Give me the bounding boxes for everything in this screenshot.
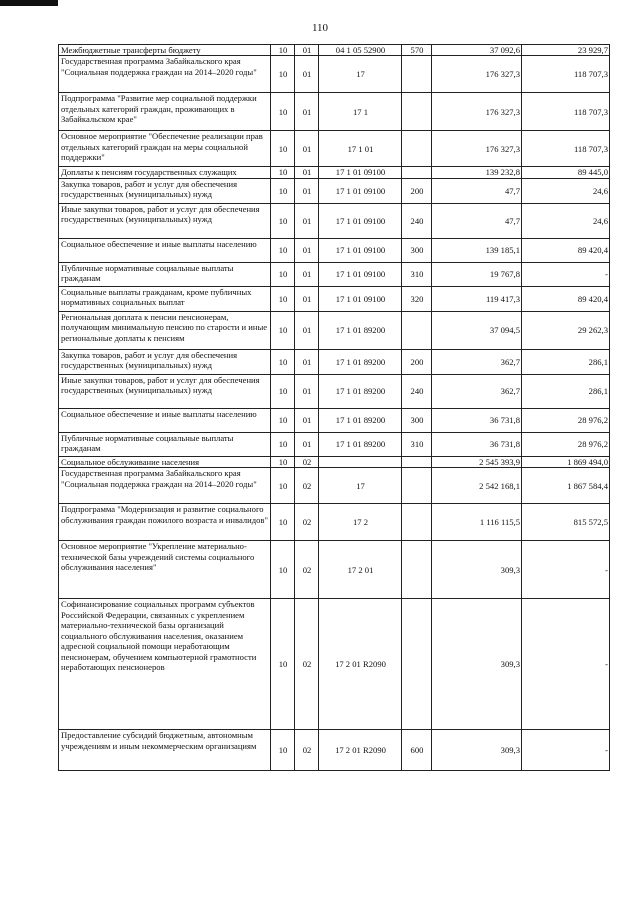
table-row <box>59 408 610 432</box>
target-article-code: 17 1 01 89200 <box>319 408 402 432</box>
subsection-code: 01 <box>295 374 319 408</box>
row-name: Подпрограмма "Развитие мер социальной поддержки отдельных категорий граждан, проживающих в Забайкальском крае" <box>59 93 271 131</box>
target-article-code: 17 1 01 09100 <box>319 167 402 178</box>
subsection-code: 01 <box>295 311 319 349</box>
row-name: Социальное обслуживание населения <box>59 456 271 467</box>
section-code: 10 <box>271 599 295 730</box>
section-code: 10 <box>271 456 295 467</box>
amount-year-1: 176 327,3 <box>432 56 522 93</box>
subsection-code: 02 <box>295 730 319 771</box>
amount-year-2: 89 445,0 <box>522 167 610 178</box>
table-row <box>59 349 610 374</box>
expense-type-code <box>402 541 432 599</box>
table-row <box>59 93 610 131</box>
target-article-code: 17 1 01 89200 <box>319 374 402 408</box>
section-code: 10 <box>271 541 295 599</box>
amount-year-2: 28 976,2 <box>522 432 610 456</box>
row-name: Публичные нормативные социальные выплаты гражданам <box>59 262 271 286</box>
target-article-code: 17 1 01 89200 <box>319 349 402 374</box>
amount-year-2: 118 707,3 <box>522 131 610 167</box>
subsection-code: 01 <box>295 432 319 456</box>
target-article-code: 17 1 01 09100 <box>319 262 402 286</box>
table-row <box>59 203 610 238</box>
table-row <box>59 178 610 203</box>
subsection-code: 02 <box>295 468 319 504</box>
amount-year-1: 47,7 <box>432 178 522 203</box>
amount-year-1: 119 417,3 <box>432 286 522 311</box>
row-name: Публичные нормативные социальные выплаты гражданам <box>59 432 271 456</box>
amount-year-2: 29 262,3 <box>522 311 610 349</box>
subsection-code: 01 <box>295 93 319 131</box>
subsection-code: 01 <box>295 178 319 203</box>
row-name: Социальное обеспечение и иные выплаты населению <box>59 238 271 262</box>
amount-year-2: 28 976,2 <box>522 408 610 432</box>
table-row <box>59 541 610 599</box>
row-name: Закупка товаров, работ и услуг для обеспечения государственных (муниципальных) нужд <box>59 349 271 374</box>
table-row <box>59 311 610 349</box>
table-row <box>59 456 610 467</box>
table-row <box>59 504 610 541</box>
expense-type-code <box>402 468 432 504</box>
target-article-code: 17 1 01 09100 <box>319 238 402 262</box>
target-article-code: 17 2 01 <box>319 541 402 599</box>
table-row <box>59 262 610 286</box>
expense-type-code: 320 <box>402 286 432 311</box>
subsection-code: 02 <box>295 599 319 730</box>
amount-year-1: 1 116 115,5 <box>432 504 522 541</box>
subsection-code: 01 <box>295 56 319 93</box>
section-code: 10 <box>271 286 295 311</box>
subsection-code: 01 <box>295 286 319 311</box>
amount-year-1: 139 185,1 <box>432 238 522 262</box>
target-article-code: 17 1 01 09100 <box>319 203 402 238</box>
subsection-code: 02 <box>295 456 319 467</box>
table-row <box>59 167 610 178</box>
amount-year-2: - <box>522 599 610 730</box>
row-name: Закупка товаров, работ и услуг для обеспечения государственных (муниципальных) нужд <box>59 178 271 203</box>
table-row <box>59 286 610 311</box>
amount-year-1: 36 731,8 <box>432 408 522 432</box>
target-article-code: 17 1 01 09100 <box>319 286 402 311</box>
table-row <box>59 238 610 262</box>
row-name: Иные закупки товаров, работ и услуг для обеспечения государственных (муниципальных) нужд <box>59 374 271 408</box>
expense-type-code <box>402 599 432 730</box>
expense-type-code: 200 <box>402 178 432 203</box>
section-code: 10 <box>271 131 295 167</box>
target-article-code: 17 2 01 R2090 <box>319 599 402 730</box>
expense-type-code <box>402 504 432 541</box>
table-row <box>59 468 610 504</box>
section-code: 10 <box>271 408 295 432</box>
amount-year-1: 139 232,8 <box>432 167 522 178</box>
amount-year-2: 118 707,3 <box>522 56 610 93</box>
expense-type-code: 310 <box>402 432 432 456</box>
section-code: 10 <box>271 468 295 504</box>
section-code: 10 <box>271 311 295 349</box>
row-name: Предоставление субсидий бюджетным, автономным учреждениям и иным некоммерческим организациям <box>59 730 271 771</box>
table-row <box>59 131 610 167</box>
section-code: 10 <box>271 238 295 262</box>
budget-table <box>58 44 610 771</box>
amount-year-1: 176 327,3 <box>432 93 522 131</box>
section-code: 10 <box>271 504 295 541</box>
expense-type-code: 240 <box>402 374 432 408</box>
table-row <box>59 45 610 56</box>
amount-year-1: 37 094,5 <box>432 311 522 349</box>
expense-type-code <box>402 167 432 178</box>
table-body <box>59 45 610 771</box>
amount-year-2: - <box>522 262 610 286</box>
subsection-code: 01 <box>295 408 319 432</box>
amount-year-2: 286,1 <box>522 374 610 408</box>
amount-year-1: 37 092,6 <box>432 45 522 56</box>
amount-year-1: 176 327,3 <box>432 131 522 167</box>
section-code: 10 <box>271 56 295 93</box>
amount-year-1: 19 767,8 <box>432 262 522 286</box>
amount-year-2: 24,6 <box>522 203 610 238</box>
row-name: Государственная программа Забайкальского края "Социальная поддержка граждан на 2014–2020 годы" <box>59 56 271 93</box>
subsection-code: 01 <box>295 167 319 178</box>
target-article-code: 17 1 01 <box>319 131 402 167</box>
amount-year-1: 362,7 <box>432 374 522 408</box>
amount-year-2: 24,6 <box>522 178 610 203</box>
amount-year-1: 2 545 393,9 <box>432 456 522 467</box>
amount-year-1: 309,3 <box>432 599 522 730</box>
section-code: 10 <box>271 93 295 131</box>
amount-year-2: 1 869 494,0 <box>522 456 610 467</box>
amount-year-1: 36 731,8 <box>432 432 522 456</box>
expense-type-code <box>402 93 432 131</box>
section-code: 10 <box>271 203 295 238</box>
target-article-code: 17 <box>319 56 402 93</box>
expense-type-code: 240 <box>402 203 432 238</box>
expense-type-code <box>402 131 432 167</box>
subsection-code: 01 <box>295 349 319 374</box>
section-code: 10 <box>271 730 295 771</box>
amount-year-1: 2 542 168,1 <box>432 468 522 504</box>
page-number: 110 <box>311 22 329 34</box>
subsection-code: 02 <box>295 541 319 599</box>
expense-type-code <box>402 56 432 93</box>
expense-type-code: 300 <box>402 408 432 432</box>
expense-type-code: 600 <box>402 730 432 771</box>
amount-year-2: 118 707,3 <box>522 93 610 131</box>
target-article-code: 17 1 01 89200 <box>319 311 402 349</box>
row-name: Основное мероприятие "Укрепление материально-технической базы учреждений системы социального обслуживания населения" <box>59 541 271 599</box>
expense-type-code <box>402 311 432 349</box>
row-name: Социальное обеспечение и иные выплаты населению <box>59 408 271 432</box>
target-article-code: 04 1 05 52900 <box>319 45 402 56</box>
amount-year-2: - <box>522 730 610 771</box>
amount-year-2: 89 420,4 <box>522 286 610 311</box>
table-row <box>59 599 610 730</box>
expense-type-code: 200 <box>402 349 432 374</box>
table-row <box>59 432 610 456</box>
amount-year-1: 309,3 <box>432 730 522 771</box>
subsection-code: 01 <box>295 262 319 286</box>
target-article-code: 17 2 <box>319 504 402 541</box>
section-code: 10 <box>271 178 295 203</box>
row-name: Межбюджетные трансферты бюджету <box>59 45 271 56</box>
subsection-code: 01 <box>295 45 319 56</box>
table-row <box>59 56 610 93</box>
subsection-code: 01 <box>295 238 319 262</box>
target-article-code: 17 1 <box>319 93 402 131</box>
target-article-code <box>319 456 402 467</box>
section-code: 10 <box>271 262 295 286</box>
amount-year-2: - <box>522 541 610 599</box>
amount-year-1: 47,7 <box>432 203 522 238</box>
row-name: Социальные выплаты гражданам, кроме публичных нормативных социальных выплат <box>59 286 271 311</box>
expense-type-code: 300 <box>402 238 432 262</box>
target-article-code: 17 1 01 89200 <box>319 432 402 456</box>
amount-year-2: 89 420,4 <box>522 238 610 262</box>
expense-type-code <box>402 456 432 467</box>
section-code: 10 <box>271 45 295 56</box>
row-name: Иные закупки товаров, работ и услуг для обеспечения государственных (муниципальных) нужд <box>59 203 271 238</box>
row-name: Софинансирование социальных программ субъектов Российской Федерации, связанных с укреплением материально-технической базы организаций социального обслуживания населения, оказанием адресной социальной помощи неработающим пенсионерам, обучением компьютерной грамотности неработающих пенсионеров <box>59 599 271 730</box>
section-code: 10 <box>271 432 295 456</box>
target-article-code: 17 1 01 09100 <box>319 178 402 203</box>
expense-type-code: 570 <box>402 45 432 56</box>
row-name: Основное мероприятие "Обеспечение реализации прав отдельных категорий граждан на меры социальной поддержки" <box>59 131 271 167</box>
expense-type-code: 310 <box>402 262 432 286</box>
section-code: 10 <box>271 167 295 178</box>
row-name: Подпрограмма "Модернизация и развитие социального обслуживания граждан пожилого возраста и инвалидов" <box>59 504 271 541</box>
amount-year-2: 1 867 584,4 <box>522 468 610 504</box>
row-name: Доплаты к пенсиям государственных служащих <box>59 167 271 178</box>
target-article-code: 17 <box>319 468 402 504</box>
row-name: Региональная доплата к пенсии пенсионерам, получающим минимальную пенсию по старости и иные региональные доплаты к пенсиям <box>59 311 271 349</box>
amount-year-1: 362,7 <box>432 349 522 374</box>
amount-year-1: 309,3 <box>432 541 522 599</box>
header-bar <box>0 0 58 6</box>
subsection-code: 02 <box>295 504 319 541</box>
subsection-code: 01 <box>295 131 319 167</box>
row-name: Государственная программа Забайкальского края "Социальная поддержка граждан на 2014–2020 годы" <box>59 468 271 504</box>
amount-year-2: 23 929,7 <box>522 45 610 56</box>
table-row <box>59 730 610 771</box>
amount-year-2: 815 572,5 <box>522 504 610 541</box>
section-code: 10 <box>271 349 295 374</box>
target-article-code: 17 2 01 R2090 <box>319 730 402 771</box>
amount-year-2: 286,1 <box>522 349 610 374</box>
subsection-code: 01 <box>295 203 319 238</box>
table-row <box>59 374 610 408</box>
section-code: 10 <box>271 374 295 408</box>
